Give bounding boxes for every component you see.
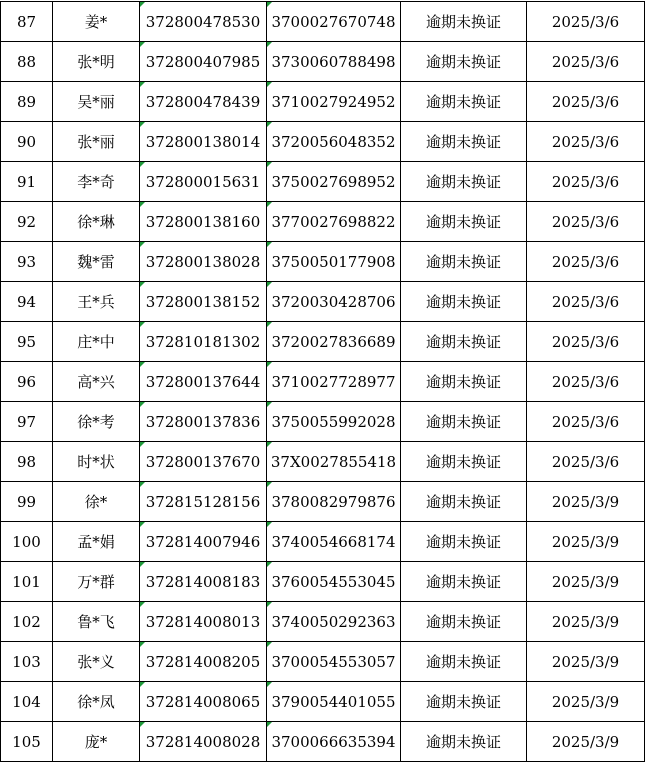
license-number-cell: 3760054553045 (267, 562, 401, 602)
table-row (1, 602, 645, 642)
status-cell: 逾期未换证 (401, 722, 527, 762)
row-number-cell: 98 (1, 442, 53, 482)
status-cell: 逾期未换证 (401, 162, 527, 202)
license-number-cell: 3740054668174 (267, 522, 401, 562)
id-number-cell: 372814008205 (140, 642, 267, 682)
date-cell: 2025/3/6 (527, 362, 645, 402)
date-cell: 2025/3/6 (527, 322, 645, 362)
table-row (1, 682, 645, 722)
date-cell: 2025/3/9 (527, 642, 645, 682)
date-cell: 2025/3/6 (527, 402, 645, 442)
name-cell: 张*丽 (53, 122, 140, 162)
id-number-cell: 372815128156 (140, 482, 267, 522)
table-row (1, 122, 645, 162)
date-cell: 2025/3/6 (527, 242, 645, 282)
record-table (0, 1, 645, 762)
license-number-cell: 3770027698822 (267, 202, 401, 242)
row-number-cell: 92 (1, 202, 53, 242)
name-cell: 庄*中 (53, 322, 140, 362)
table-row (1, 242, 645, 282)
name-cell: 鲁*飞 (53, 602, 140, 642)
name-cell: 徐*凤 (53, 682, 140, 722)
table-row (1, 202, 645, 242)
row-number-cell: 100 (1, 522, 53, 562)
table-row (1, 562, 645, 602)
name-cell: 姜* (53, 2, 140, 42)
table-row (1, 162, 645, 202)
name-cell: 李*奇 (53, 162, 140, 202)
license-number-cell: 3750055992028 (267, 402, 401, 442)
date-cell: 2025/3/6 (527, 282, 645, 322)
date-cell: 2025/3/9 (527, 682, 645, 722)
status-cell: 逾期未换证 (401, 642, 527, 682)
row-number-cell: 95 (1, 322, 53, 362)
license-number-cell: 3780082979876 (267, 482, 401, 522)
row-number-cell: 97 (1, 402, 53, 442)
status-cell: 逾期未换证 (401, 482, 527, 522)
license-number-cell: 3700054553057 (267, 642, 401, 682)
license-number-cell: 3710027924952 (267, 82, 401, 122)
status-cell: 逾期未换证 (401, 322, 527, 362)
name-cell: 孟*娟 (53, 522, 140, 562)
row-number-cell: 99 (1, 482, 53, 522)
row-number-cell: 88 (1, 42, 53, 82)
name-cell: 张*义 (53, 642, 140, 682)
status-cell: 逾期未换证 (401, 2, 527, 42)
name-cell: 徐* (53, 482, 140, 522)
table-row (1, 282, 645, 322)
date-cell: 2025/3/9 (527, 522, 645, 562)
status-cell: 逾期未换证 (401, 682, 527, 722)
id-number-cell: 372800138028 (140, 242, 267, 282)
id-number-cell: 372800137670 (140, 442, 267, 482)
status-cell: 逾期未换证 (401, 82, 527, 122)
name-cell: 高*兴 (53, 362, 140, 402)
row-number-cell: 89 (1, 82, 53, 122)
id-number-cell: 372800407985 (140, 42, 267, 82)
id-number-cell: 372814008065 (140, 682, 267, 722)
row-number-cell: 91 (1, 162, 53, 202)
license-number-cell: 3720056048352 (267, 122, 401, 162)
name-cell: 时*状 (53, 442, 140, 482)
table-row (1, 2, 645, 42)
date-cell: 2025/3/6 (527, 162, 645, 202)
table-row (1, 322, 645, 362)
name-cell: 庞* (53, 722, 140, 762)
row-number-cell: 87 (1, 2, 53, 42)
id-number-cell: 372800015631 (140, 162, 267, 202)
id-number-cell: 372800137836 (140, 402, 267, 442)
date-cell: 2025/3/6 (527, 42, 645, 82)
name-cell: 王*兵 (53, 282, 140, 322)
id-number-cell: 372800138152 (140, 282, 267, 322)
table-row (1, 642, 645, 682)
id-number-cell: 372800478530 (140, 2, 267, 42)
license-number-cell: 3750050177908 (267, 242, 401, 282)
status-cell: 逾期未换证 (401, 442, 527, 482)
license-number-cell: 37X0027855418 (267, 442, 401, 482)
table-row (1, 82, 645, 122)
id-number-cell: 372800138160 (140, 202, 267, 242)
status-cell: 逾期未换证 (401, 402, 527, 442)
table-row (1, 362, 645, 402)
date-cell: 2025/3/9 (527, 482, 645, 522)
row-number-cell: 104 (1, 682, 53, 722)
license-number-cell: 3720027836689 (267, 322, 401, 362)
id-number-cell: 372800478439 (140, 82, 267, 122)
license-number-cell: 3700066635394 (267, 722, 401, 762)
row-number-cell: 103 (1, 642, 53, 682)
license-number-cell: 3750027698952 (267, 162, 401, 202)
date-cell: 2025/3/6 (527, 442, 645, 482)
row-number-cell: 101 (1, 562, 53, 602)
name-cell: 张*明 (53, 42, 140, 82)
table-row (1, 722, 645, 762)
date-cell: 2025/3/9 (527, 602, 645, 642)
row-number-cell: 93 (1, 242, 53, 282)
id-number-cell: 372814008028 (140, 722, 267, 762)
row-number-cell: 102 (1, 602, 53, 642)
row-number-cell: 90 (1, 122, 53, 162)
license-number-cell: 3710027728977 (267, 362, 401, 402)
status-cell: 逾期未换证 (401, 562, 527, 602)
status-cell: 逾期未换证 (401, 602, 527, 642)
status-cell: 逾期未换证 (401, 42, 527, 82)
license-number-cell: 3740050292363 (267, 602, 401, 642)
id-number-cell: 372800137644 (140, 362, 267, 402)
date-cell: 2025/3/6 (527, 202, 645, 242)
row-number-cell: 94 (1, 282, 53, 322)
date-cell: 2025/3/9 (527, 562, 645, 602)
row-number-cell: 96 (1, 362, 53, 402)
id-number-cell: 372810181302 (140, 322, 267, 362)
status-cell: 逾期未换证 (401, 202, 527, 242)
table-row (1, 522, 645, 562)
license-number-cell: 3720030428706 (267, 282, 401, 322)
id-number-cell: 372800138014 (140, 122, 267, 162)
license-number-cell: 3730060788498 (267, 42, 401, 82)
date-cell: 2025/3/6 (527, 2, 645, 42)
table-row (1, 42, 645, 82)
table-row (1, 482, 645, 522)
status-cell: 逾期未换证 (401, 242, 527, 282)
name-cell: 万*群 (53, 562, 140, 602)
name-cell: 魏*雷 (53, 242, 140, 282)
table-row (1, 442, 645, 482)
date-cell: 2025/3/6 (527, 122, 645, 162)
license-number-cell: 3700027670748 (267, 2, 401, 42)
record-table-body (1, 2, 645, 762)
table-row (1, 402, 645, 442)
date-cell: 2025/3/6 (527, 82, 645, 122)
name-cell: 徐*琳 (53, 202, 140, 242)
status-cell: 逾期未换证 (401, 122, 527, 162)
status-cell: 逾期未换证 (401, 522, 527, 562)
name-cell: 吴*丽 (53, 82, 140, 122)
id-number-cell: 372814007946 (140, 522, 267, 562)
status-cell: 逾期未换证 (401, 282, 527, 322)
name-cell: 徐*考 (53, 402, 140, 442)
license-number-cell: 3790054401055 (267, 682, 401, 722)
id-number-cell: 372814008013 (140, 602, 267, 642)
status-cell: 逾期未换证 (401, 362, 527, 402)
id-number-cell: 372814008183 (140, 562, 267, 602)
date-cell: 2025/3/9 (527, 722, 645, 762)
row-number-cell: 105 (1, 722, 53, 762)
